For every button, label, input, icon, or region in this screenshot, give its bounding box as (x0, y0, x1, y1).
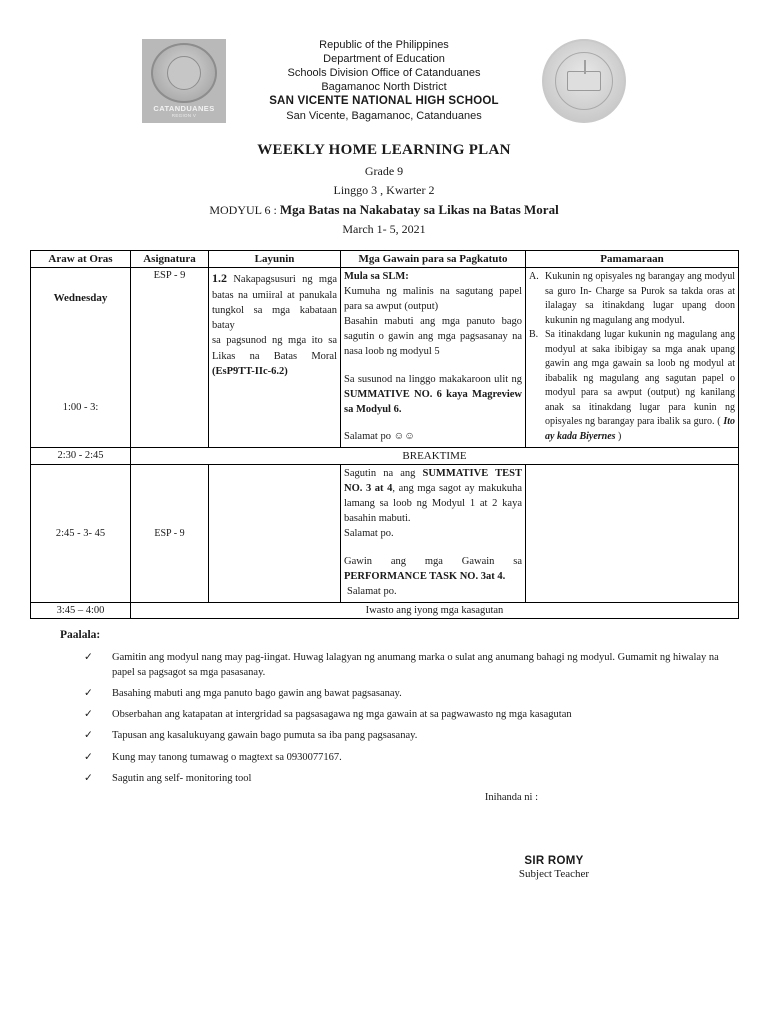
gawain2-paragraph-3 (344, 555, 522, 585)
objective-body: Nakapagsusuri ng mga batas na umiiral at panukala tungkol sa mga kabataan batay (212, 274, 337, 332)
objective-number: 1.2 (212, 271, 227, 286)
prepared-by-label: Inihanda ni : (484, 792, 538, 804)
gawain-paragraph-3 (344, 373, 522, 418)
cell-objective (209, 268, 341, 448)
list-item (84, 707, 738, 722)
letterhead (0, 0, 768, 129)
list-item-text: Sagutin ang self- monitoring tool (112, 772, 252, 784)
table-row (31, 268, 739, 448)
weekly-home-learning-plan-table (30, 250, 739, 618)
check-icon: ✓ (84, 709, 93, 721)
letterhead-line4: Bagamanoc North District (321, 81, 447, 94)
time-label: 1:00 - 3: (62, 402, 99, 414)
gawain2-paragraph-2: Salamat po. (344, 527, 394, 539)
cell-day-time (31, 268, 131, 448)
gawain-block-second (344, 467, 522, 599)
paalala-list (60, 650, 738, 787)
check-icon: ✓ (84, 688, 93, 700)
letterhead-line3: Schools Division Office of Catanduanes (287, 67, 481, 80)
col-header-araw-at-oras: Araw at Oras (31, 251, 131, 268)
letterhead-line2: Department of Education (323, 53, 445, 66)
gawain2-p3-bold: PERFORMANCE TASK NO. 3at 4. (344, 570, 506, 582)
school-address: San Vicente, Bagamanoc, Catanduanes (286, 110, 482, 123)
col-header-pamamaraan: Pamamaraan (526, 251, 739, 268)
cell-subject-second: ESP - 9 (131, 465, 209, 602)
date-range: March 1- 5, 2021 (342, 221, 426, 236)
gawain-p3-bold: SUMMATIVE NO. 6 kaya Magreview sa Modyul 6. (344, 388, 522, 415)
list-item-text: Obserbahan ang katapatan at intergridad sa pagsasagawa ng mga gawain at sa pagwawasto ng mga kasagutan (112, 709, 572, 721)
check-icon: ✓ (84, 751, 93, 763)
list-item-text: Kung may tanong tumawag o magtext sa 0930077167. (112, 751, 342, 763)
gawain-p3-lead: Sa susunod na linggo makakaroon ulit ng (344, 373, 522, 385)
objective-body2: sa pagsunod ng mga ito sa Likas na Batas Moral (212, 335, 337, 362)
list-item (84, 650, 738, 680)
col-header-layunin: Layunin (209, 251, 341, 268)
col-header-asignatura: Asignatura (131, 251, 209, 268)
objective-code: (EsP9TT-IIc-6.2) (212, 365, 288, 377)
gawain-paragraph-2: Basahin mabuti ang mga panuto bago sagutin o gawin ang mga pagsasanay na nasa loob ng modyul 5 (344, 316, 522, 357)
cell-break-time: 2:30 - 2:45 (31, 448, 131, 465)
plan-table-wrapper (0, 250, 768, 618)
cell-procedure-second (526, 465, 739, 602)
list-item (84, 686, 738, 701)
paalala-section (0, 619, 768, 787)
paalala-title: Paalala: (60, 628, 101, 641)
gawain2-paragraph-4: Salamat po. (347, 585, 397, 597)
gawain-block (344, 270, 522, 445)
cell-learning-tasks-second (341, 465, 526, 602)
module-title: Mga Batas na Nakabatay sa Likas na Batas Moral (279, 201, 559, 217)
list-item (84, 771, 738, 786)
gawain2-paragraph-1 (344, 467, 522, 527)
procedure-item-b (529, 328, 735, 444)
grade-level: Grade 9 (364, 164, 404, 179)
module-line (0, 200, 768, 220)
procedure-b-tail: ) (615, 430, 622, 442)
title-block (0, 139, 768, 238)
cell-time-second: 2:45 - 3- 45 (31, 465, 131, 602)
gawain2-p1-tail: , ang mga sagot ay makukuha lamang sa loob ng Modyul 1 at 2 kaya basahin mabuti. (344, 483, 522, 525)
cell-last-time: 3:45 – 4:00 (31, 602, 131, 618)
list-item (84, 728, 738, 743)
school-seal-icon (542, 39, 626, 123)
cell-objective-second (209, 465, 341, 602)
cell-procedure (526, 268, 739, 448)
signer (0, 855, 728, 880)
signer-role: Subject Teacher (518, 868, 590, 881)
school-seal-inner (555, 52, 613, 110)
check-icon: ✓ (84, 651, 93, 663)
procedure-text-b (545, 328, 735, 444)
cell-last-label: Iwasto ang iyong mga kasagutan (131, 602, 739, 618)
seal-caption: CATANDUANES (153, 104, 215, 114)
procedure-b-italic: Ito ay kada Biyernes (545, 416, 735, 442)
objective-text (212, 270, 337, 379)
gawain-heading: Mula sa SLM: (344, 271, 409, 283)
gawain2-p3-lead: Gawin ang mga Gawain sa (344, 555, 522, 567)
seal-subcaption: REGION V (171, 113, 197, 119)
seal-ring (151, 43, 217, 103)
procedure-b-body: Sa itinakdang lugar kukunin ng magulang ang modyul at saka ibibigay sa mga anak upang gawin ang mga gawain sa loob ng modyul at ibabalik ng magulang ang sagutan papel o modyul para sa awput (output) ng kanilang anak sa itinakdang lugar para kunin ng opisyales ng barangay para ibalik sa guro. ( (545, 329, 735, 428)
cell-breaktime-label: BREAKTIME (131, 448, 739, 465)
gawain2-p1-bold: SUMMATIVE TEST NO. 3 at 4 (344, 468, 522, 495)
cell-learning-tasks (341, 268, 526, 448)
list-item-text: Gamitin ang modyul nang may pag-iingat. Huwag lalagyan ng anumang marka o sulat ang anumang bahagi ng modyul. Gumamit ng hiwalay na papel sa pagsagot sa mga pasasanay. (112, 651, 719, 678)
page-title: WEEKLY HOME LEARNING PLAN (257, 142, 511, 159)
spacer (344, 360, 522, 373)
spacer (344, 417, 522, 430)
col-header-mga-gawain: Mga Gawain para sa Pagkatuto (341, 251, 526, 268)
pamamaraan-block (529, 270, 735, 444)
list-item-text: Basahing mabuti ang mga panuto bago gawin ang bawat pagsasanay. (112, 688, 402, 700)
procedure-text-a: Kukunin ng opisyales ng barangay ang modyul sa guro In- Charge sa Purok sa takda oras at ilalagay sa itinakdang lugar upang doon kukunin ng magulang ang modyul. (545, 271, 735, 326)
table-row (31, 448, 739, 465)
deped-catanduanes-seal-icon (142, 39, 226, 123)
table-row (31, 602, 739, 618)
list-item (84, 750, 738, 765)
spacer (344, 542, 522, 555)
cell-subject: ESP - 9 (131, 268, 209, 448)
letterhead-text (234, 38, 534, 123)
day-label: Wednesday (53, 292, 108, 305)
school-name: SAN VICENTE NATIONAL HIGH SCHOOL (269, 95, 499, 108)
table-header-row (31, 251, 739, 268)
week-quarter: Linggo 3 , Kwarter 2 (333, 182, 435, 197)
table-row (31, 465, 739, 602)
check-icon: ✓ (84, 730, 93, 742)
procedure-item-a (529, 270, 735, 328)
check-icon: ✓ (84, 772, 93, 784)
gawain-paragraph-4: Salamat po ☺☺ (344, 431, 416, 443)
procedure-label-a: A. (529, 271, 539, 283)
signer-name: SIR ROMY (524, 855, 584, 868)
procedure-label-b: B. (529, 329, 539, 341)
list-item-text: Tapusan ang kasalukuyang gawain bago pumuta sa iba pang pagsasanay. (112, 730, 418, 742)
seal-inner (167, 56, 201, 90)
gawain2-p1-lead: Sagutin na ang (344, 468, 423, 480)
gawain-paragraph-1: Kumuha ng malinis na sagutang papel para sa awput (output) (344, 286, 522, 313)
torch-book-emblem-icon (567, 71, 601, 91)
letterhead-line1: Republic of the Philippines (319, 39, 449, 51)
module-label: MODYUL 6 : (209, 202, 280, 217)
signature-block (0, 792, 768, 880)
